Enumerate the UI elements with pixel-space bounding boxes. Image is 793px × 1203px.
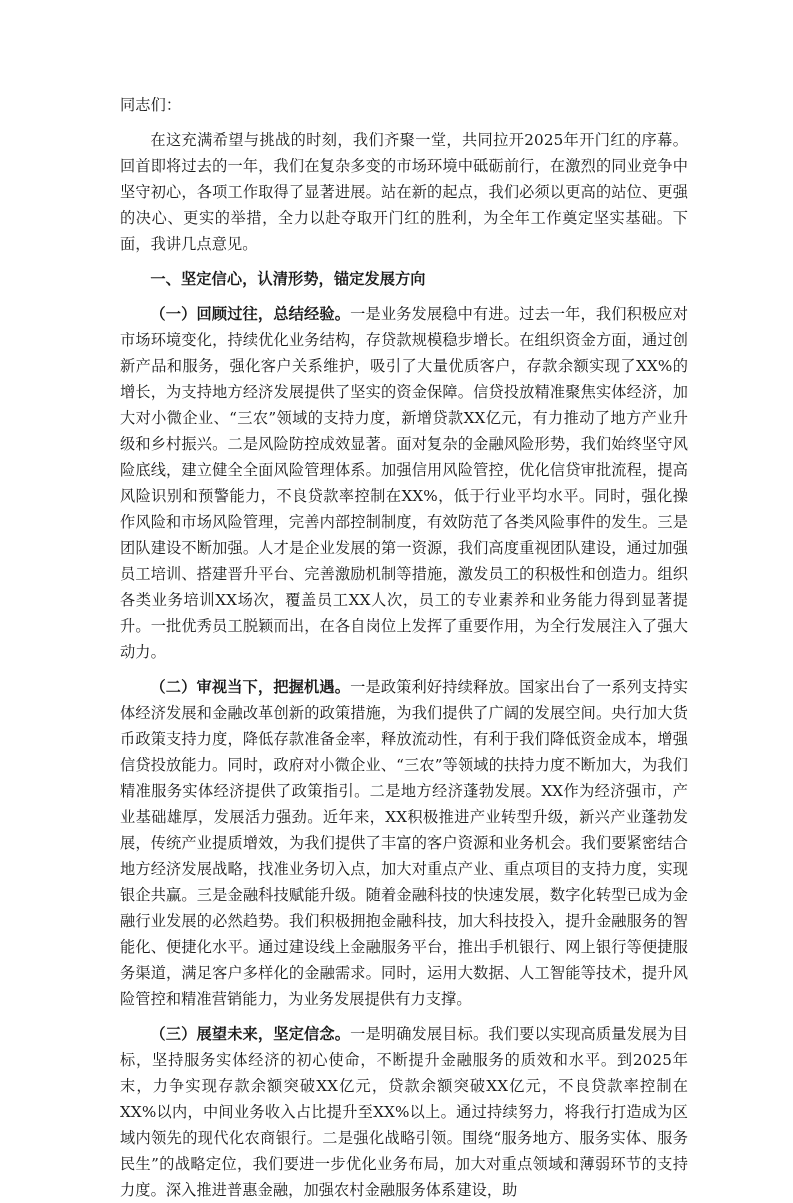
subsection-body-1: 一是业务发展稳中有进。过去一年，我们积极应对市场环境变化，持续优化业务结构，存贷款规模稳步增长。在组织资金方面，通过创新产品和服务，强化客户关系维护，吸引了大量优质客户，存款余额实现了XX%的增长，为支持地方经济发展提供了坚实的资金保障。信贷投放精准聚焦实体经济，加大对小微企业、“三农”领域的支持力度，新增贷款XX亿元，有力推动了地方产业升级和乡村振兴。二是风险防控成效显著。面对复杂的金融风险形势，我们始终坚守风险底线，建立健全全面风险管理体系。加强信用风险管控，优化信贷审批流程，提高风险识别和预警能力，不良贷款率控制在XX%，低于行业平均水平。同时，强化操作风险和市场风险管理，完善内部控制制度，有效防范了各类风险事件的发生。三是团队建设不断加强。人才是企业发展的第一资源，我们高度重视团队建设，通过加强员工培训、搭建晋升平台、完善激励机制等措施，激发员工的积极性和创造力。组织各类业务培训XX场次，覆盖员工XX人次，员工的专业素养和业务能力得到显著提升。一批优秀员工脱颖而出，在各自岗位上发挥了重要作用，为全行发展注入了强大动力。 (120, 305, 688, 661)
subsection-paragraph-2 (120, 674, 688, 1012)
salutation: 同志们： (120, 96, 182, 114)
subsection-paragraph-1 (120, 301, 688, 665)
subsection-title-2: （二）审视当下，把握机遇。 (150, 678, 351, 696)
intro-paragraph: 在这充满希望与挑战的时刻，我们齐聚一堂，共同拉开2025年开门红的序幕。回首即将过去的一年，我们在复杂多变的市场环境中砥砺前行，在激烈的同业竞争中坚守初心，各项工作取得了显著进展。站在新的起点，我们必须以更高的站位、更强的决心、更实的举措，全力以赴夺取开门红的胜利，为全年工作奠定坚实基础。下面，我讲几点意见。 (120, 131, 688, 253)
subsection-body-2: 一是政策利好持续释放。国家出台了一系列支持实体经济发展和金融改革创新的政策措施，为我们提供了广阔的发展空间。央行加大货币政策支持力度，降低存款准备金率，释放流动性，有利于我们降低资金成本，增强信贷投放能力。同时，政府对小微企业、“三农”等领域的扶持力度不断加大，为我们精准服务实体经济提供了政策指引。二是地方经济蓬勃发展。XX作为经济强市，产业基础雄厚，发展活力强劲。近年来，XX积极推进产业转型升级，新兴产业蓬勃发展，传统产业提质增效，为我们提供了丰富的客户资源和业务机会。我们要紧密结合地方经济发展战略，找准业务切入点，加大对重点产业、重点项目的支持力度，实现银企共赢。三是金融科技赋能升级。随着金融科技的快速发展，数字化转型已成为金融行业发展的必然趋势。我们积极拥抱金融科技，加大科技投入，提升金融服务的智能化、便捷化水平。通过建设线上金融服务平台，推出手机银行、网上银行等便捷服务渠道，满足客户多样化的金融需求。同时，运用大数据、人工智能等技术，提升风险管控和精准营销能力，为业务发展提供有力支撑。 (120, 678, 688, 1008)
subsection-title-3: （三）展望未来，坚定信念。 (150, 1025, 351, 1043)
subsection-paragraph-3 (120, 1021, 688, 1203)
subsection-body-3: 一是明确发展目标。我们要以实现高质量发展为目标，坚持服务实体经济的初心使命，不断提升金融服务的质效和水平。到2025年末，力争实现存款余额突破XX亿元，贷款余额突破XX亿元，不良贷款率控制在XX%以内，中间业务收入占比提升至XX%以上。通过持续努力，将我行打造成为区域内领先的现代化农商银行。二是强化战略引领。围绕“服务地方、服务实体、服务民生”的战略定位，我们要进一步优化业务布局，加大对重点领域和薄弱环节的支持力度。深入推进普惠金融，加强农村金融服务体系建设，助 (120, 1025, 688, 1199)
subsection-title-1: （一）回顾过往，总结经验。 (150, 305, 351, 323)
section-heading: 一、坚定信心，认清形势，锚定发展方向 (150, 270, 426, 288)
document-body (120, 92, 688, 1203)
